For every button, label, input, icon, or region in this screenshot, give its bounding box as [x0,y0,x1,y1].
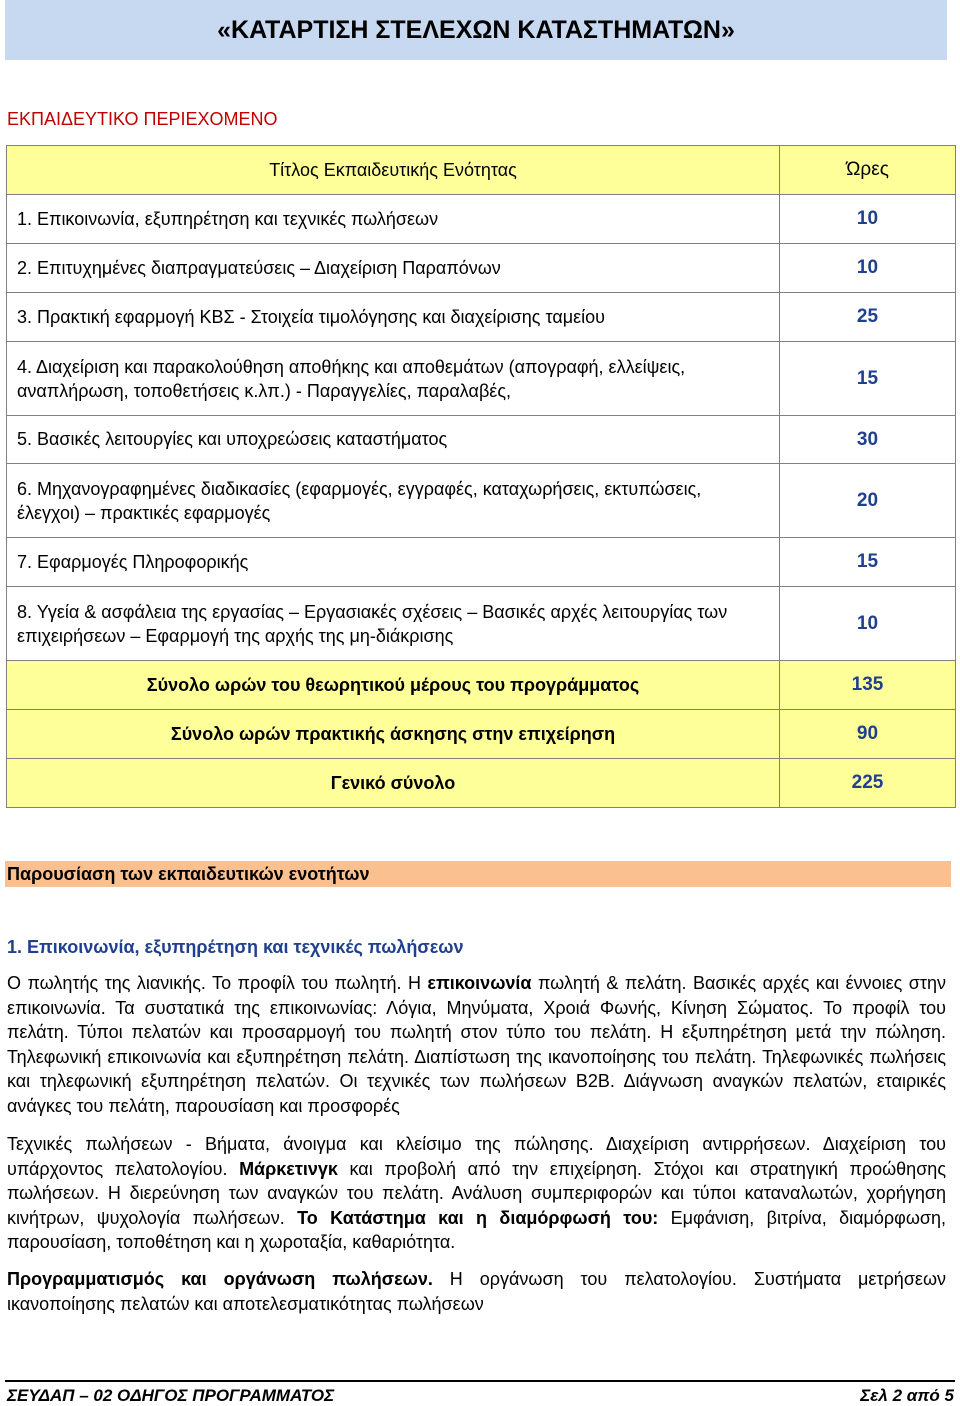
unit-hours: 10 [780,195,956,244]
unit-title: 1. Επικοινωνία, εξυπηρέτηση και τεχνικές πωλήσεων [7,195,780,244]
table-row [7,587,956,661]
table-row [7,293,956,342]
unit-title: 7. Εφαρμογές Πληροφορικής [7,538,780,587]
unit-hours: 30 [780,416,956,464]
document-title [5,0,947,60]
unit-title: 8. Υγεία & ασφάλεια της εργασίας – Εργασιακές σχέσεις – Βασικές αρχές λειτουργίας των επιχειρήσεων – Εφαρμογή της αρχής της μη-διάκρισης [7,587,780,661]
unit-1-heading: 1. Επικοινωνία, εξυπηρέτηση και τεχνικές πωλήσεων [7,937,464,957]
total-row [7,710,956,759]
text-run: Εμφάνιση, βιτρίνα, διαμόρφωση, παρουσίαση, τοποθέτηση και η χωροταξία, καθαριότητα. [7,1207,946,1253]
table-header-row [7,146,956,195]
unit-title: 4. Διαχείριση και παρακολούθηση αποθήκης και αποθεμάτων (απογραφή, ελλείψεις, αναπλήρωση, τοποθετήσεις κ.λπ.) - Παραγγελίες, παραλαβές, [7,342,780,416]
unit-hours: 20 [780,464,956,538]
unit-title: 5. Βασικές λειτουργίες και υποχρεώσεις καταστήματος [7,416,780,464]
unit-hours: 25 [780,293,956,342]
text-run: και προβολή από την επιχείρηση. Στόχοι και στρατηγική προώθησης πωλήσεων. Η διερεύνηση των αναγκών του πελάτη. Ανάλυση συμπεριφορών και τύποι καταναλωτών, χορήγηση κινήτρων, ψυχολογία πωλήσεων. [7,1158,946,1228]
unit-hours: 15 [780,538,956,587]
total-label: Γενικό σύνολο [7,759,780,808]
document-title-text: «ΚΑΤΑΡΤΙΣΗ ΣΤΕΛΕΧΩΝ ΚΑΤΑΣΤΗΜΑΤΩΝ» [217,15,735,44]
total-row [7,661,956,710]
footer-document-name: ΣΕΥΔΑΠ – 02 ΟΔΗΓΟΣ ΠΡΟΓΡΑΜΜΑΤΟΣ [7,1386,335,1405]
total-hours: 135 [780,661,956,710]
unit-1-paragraph-1 [7,971,946,1119]
text-run: πωλητή & πελάτη. Βασικές αρχές και έννοιες στην επικοινωνία. Τα συστατικά της επικοινωνίας: Λόγια, Μηνύματα, Χροιά Φωνής, Κίνηση Σώματος. Το προφίλ του πελάτη. Τύποι πελατών και προσαρμογή του πωλητή στον τύπο του πελάτη. Η εξυπηρέτηση μετά την πώληση. Τηλεφωνική επικοινωνία και εξυπηρέτηση πελάτη. Διαπίστωση της ικανοποίησης του πελάτη. Τηλεφωνικές πωλήσεις και τηλεφωνική εξυπηρέτηση πελατών. Οι τεχνικές των πωλήσεων Β2Β. Διάγνωση αναγκών πελατών, εταιρικές ανάγκες του πελάτη, παρουσίαση και προσφορές [7,973,946,1116]
topics-heading: Παρουσίαση των εκπαιδευτικών ενοτήτων [5,861,951,887]
total-hours: 90 [780,710,956,759]
footer-page-number: Σελ 2 από 5 [860,1386,954,1405]
bold-run: Προγραμματισμός και οργάνωση πωλήσεων. [7,1269,433,1289]
unit-title: 2. Επιτυχημένες διαπραγματεύσεις – Διαχείριση Παραπόνων [7,244,780,293]
header-title-cell: Τίτλος Εκπαιδευτικής Ενότητας [7,146,780,195]
unit-hours: 10 [780,244,956,293]
header-hours-cell: Ώρες [780,146,956,195]
table-row [7,342,956,416]
footer-divider [5,1380,955,1382]
total-hours: 225 [780,759,956,808]
table-row [7,244,956,293]
table-row [7,538,956,587]
table-row [7,464,956,538]
table-row [7,195,956,244]
unit-1-paragraph-3 [7,1267,946,1316]
text-run: Ο πωλητής της λιανικής. Το προφίλ του πωλητή. Η [7,973,428,993]
table-row [7,416,956,464]
unit-1-paragraph-2 [7,1132,946,1255]
hours-table [6,145,956,808]
unit-title: 3. Πρακτική εφαρμογή ΚΒΣ - Στοιχεία τιμολόγησης και διαχείρισης ταμείου [7,293,780,342]
section-label: ΕΚΠΑΙΔΕΥΤΙΚΟ ΠΕΡΙΕΧΟΜΕΝΟ [7,109,278,129]
bold-run: Μάρκετινγκ [239,1158,338,1179]
unit-hours: 15 [780,342,956,416]
bold-run: Το Κατάστημα και η διαμόρφωσή του: [297,1207,659,1228]
text-run: Τεχνικές πωλήσεων - Βήματα, άνοιγμα και κλείσιμο της πώλησης. Διαχείριση αντιρρήσεων. Διαχείριση του υπάρχοντος πελατολογίου. [7,1134,946,1179]
text-run: Η οργάνωση του πελατολογίου. Συστήματα μετρήσεων ικανοποίησης πελατών και αποτελεσματικότητας πωλήσεων [7,1269,946,1314]
total-label: Σύνολο ωρών πρακτικής άσκησης στην επιχείρηση [7,710,780,759]
unit-title: 6. Μηχανογραφημένες διαδικασίες (εφαρμογές, εγγραφές, καταχωρήσεις, εκτυπώσεις, έλεγχοι) – πρακτικές εφαρμογές [7,464,780,538]
total-label: Σύνολο ωρών του θεωρητικού μέρους του προγράμματος [7,661,780,710]
total-row [7,759,956,808]
unit-hours: 10 [780,587,956,661]
bold-run: επικοινωνία [427,973,532,993]
